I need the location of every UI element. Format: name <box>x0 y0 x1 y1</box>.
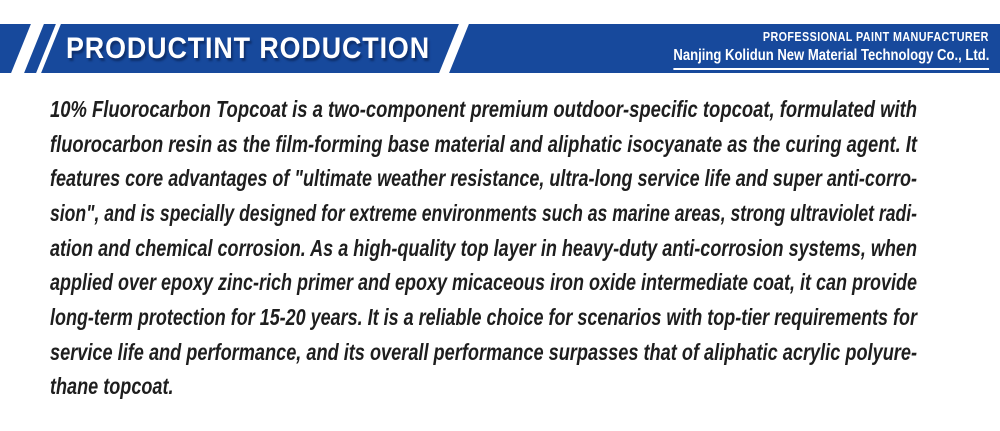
manufacturer-tagline <box>603 28 989 45</box>
header-company-block <box>603 28 989 70</box>
intro-line <box>50 265 917 300</box>
intro-line-text: applied over epoxy zinc-rich primer and epoxy micaceous iron oxide intermediate coat, it can provide <box>50 269 917 296</box>
intro-line-text: features core advantages of "ultimate weather resistance, ultra-long service life and super anti-corro- <box>50 165 917 192</box>
company-name <box>603 46 989 70</box>
intro-line <box>50 300 917 335</box>
intro-line-text: thane topcoat. <box>50 373 174 400</box>
company-name-text: Nanjing Kolidun New Material Technology Co., Ltd. <box>673 46 989 70</box>
page-title-text: PRODUCTINT RODUCTION <box>66 32 430 65</box>
intro-line <box>50 161 917 196</box>
intro-line <box>50 231 917 266</box>
intro-line <box>50 127 917 162</box>
intro-line-text: service life and performance, and its overall performance surpasses that of aliphatic acrylic polyure- <box>50 338 917 365</box>
intro-line <box>50 369 917 404</box>
intro-paragraph <box>50 92 917 404</box>
intro-line <box>50 92 917 127</box>
header-bar <box>0 24 1000 73</box>
intro-line-text: fluorocarbon resin as the film-forming base material and aliphatic isocyanate as the curing agent. It <box>50 130 917 157</box>
page-title <box>66 24 473 73</box>
intro-line <box>50 335 917 370</box>
manufacturer-tagline-text: PROFESSIONAL PAINT MANUFACTURER <box>763 29 989 44</box>
intro-line-text: sion", and is specially designed for extreme environments such as marine areas, strong ultraviolet radi- <box>50 199 918 226</box>
intro-line-text: ation and chemical corrosion. As a high-quality top layer in heavy-duty anti-corrosion systems, when <box>50 234 917 261</box>
intro-line <box>50 196 917 231</box>
intro-line-text: long-term protection for 15-20 years. It is a reliable choice for scenarios with top-tier requirements for <box>50 303 917 330</box>
intro-line-text: 10% Fluorocarbon Topcoat is a two-component premium outdoor-specific topcoat, formulated with <box>50 96 917 122</box>
